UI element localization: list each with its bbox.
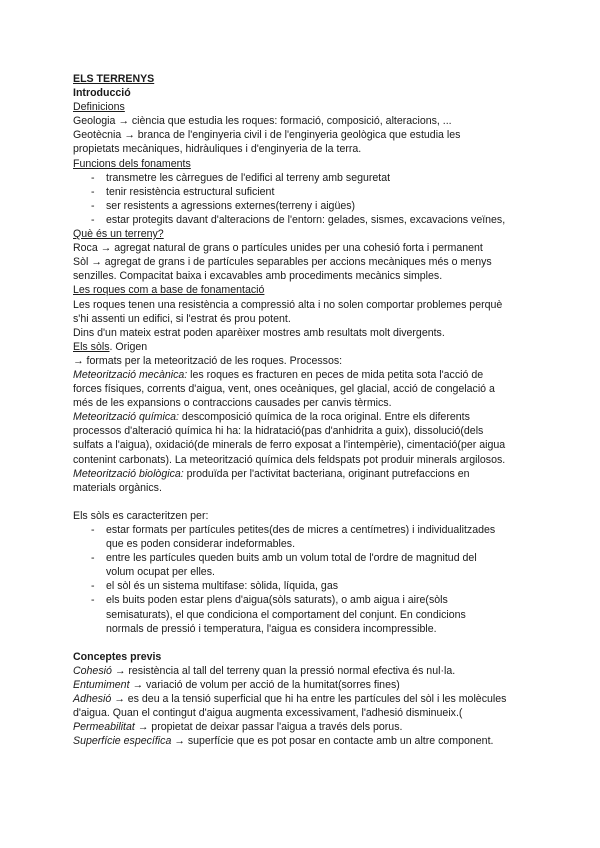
biological-line [73,467,543,481]
list-item-continuation: semisaturats), el que condiciona el comportament del conjunt. En condicions [106,608,466,621]
concept-term: Superfície específica [73,735,172,748]
document-title: ELS TERRENYS [73,73,155,85]
list-item: - els buits poden estar plens d'aigua(sòls saturats), o amb aigua i aire(sòls [73,593,543,607]
characteristics-intro: Els sòls es caracteritzen per: [73,509,209,522]
list-item: - tenir resistència estructural suficient [73,185,543,199]
terrain-heading: Què és un terreny? [73,228,164,241]
list-item-continuation: normals de pressió i temperatura, l'aigua es considera incompressible. [106,622,437,635]
soils-heading-line [73,340,543,354]
rocks-line: s'hi assenti un edifici, si l'estrat és prou potent. [73,312,291,325]
concept-line [73,664,543,678]
soils-line: → formats per la meteorització de les roques. Processos: [73,354,343,367]
concept-line [73,692,543,706]
spacer [73,495,543,509]
chemical-text: descomposició química de la roca original. Entre els diferents [178,411,470,424]
definition-line: Geologia → ciència que estudia les roques: formació, composició, alteracions, ... [73,115,452,128]
concept-text: → superfície que es pot posar en contacte amb un altre component. [171,735,494,748]
definition-line: propietats mecàniques, hidràuliques i d'enginyeria de la terra. [73,143,362,156]
list-item: - transmetre les càrregues de l'edifici al terreny amb seguretat [73,171,543,185]
terrain-line: senzilles. Compacitat baixa i excavables amb procediments mecànics simples. [73,270,443,283]
mechanical-term: Meteorització mecànica: [73,368,188,381]
biological-line: materials orgànics. [73,481,162,494]
mechanical-line [73,368,543,382]
definitions-heading: Definicions [73,101,125,114]
concept-text: → es deu a la tensió superficial que hi ha entre les partícules del sòl i les molècules [111,693,507,706]
chemical-line [73,410,543,424]
chemical-line: processos d'alteració química hi ha: la hidratació(pas d'anhidrita a guix), dissolució(dels [73,425,484,438]
terrain-line: Sòl → agregat de grans i de partícules separables per accions mecàniques més o menys [73,256,492,269]
rocks-line: Dins d'un mateix estrat poden aparèixer mostres amb resultats molt divergents. [73,326,445,339]
concepts-heading: Conceptes previs [73,650,162,663]
concept-text: → propietat de deixar passar l'aigua a través dels porus. [134,721,403,734]
list-item: - estar formats per partícules petites(des de micres a centímetres) i individualitzades [73,523,543,537]
characteristics-list [73,523,543,636]
definition-line: Geotècnia → branca de l'enginyeria civil i de l'enginyeria geològica que estudia les [73,129,461,142]
biological-term: Meteorització biològica: [73,467,184,480]
soils-heading: Els sòls [73,340,110,353]
list-item: - ser resistents a agressions externes(terreny i aigües) [73,199,543,213]
document-page [73,72,543,749]
concept-line [73,678,543,692]
rocks-line: Les roques tenen una resistència a compressió alta i no solen comportar problemes perquè [73,298,503,311]
spacer [73,636,543,650]
intro-heading: Introducció [73,87,131,100]
list-item: - el sòl és un sistema multifase: sòlida, líquida, gas [73,579,543,593]
soils-heading-suffix: . Origen [109,340,148,353]
concept-line [73,734,543,748]
list-item: - estar protegits davant d'alteracions de l'entorn: gelades, sismes, excavacions veïnes, [73,213,543,227]
list-item-continuation: que es poden considerar indeformables. [106,538,296,551]
mechanical-text: les roques es fracturen en peces de mida petita sota l'acció de [187,368,484,381]
mechanical-line: més de les expansions o contraccions causades per canvis tèrmics. [73,397,392,410]
concept-text: → variació de volum per acció de la humitat(sorres fines) [129,679,400,692]
chemical-line: sulfats a l'aigua), oxidació(de minerals de ferro exposat a l'intempèrie), cimentació(per aigua [73,439,506,452]
concept-term: Cohesió [73,664,112,677]
concept-line: d'aigua. Quan el contingut d'aigua augmenta excessivament, l'adhesió disminueix.( [73,707,463,720]
foundations-list [73,171,543,227]
concept-line [73,720,543,734]
chemical-line: contenint carbonats). La meteorització química dels feldspats pot produir minerals argilosos. [73,453,506,466]
concept-term: Entumiment [73,679,130,692]
rocks-heading: Les roques com a base de fonamentació [73,284,265,297]
foundations-heading: Funcions dels fonaments [73,157,191,170]
chemical-term: Meteorització química: [73,411,179,424]
terrain-line: Roca → agregat natural de grans o partícules unides per una cohesió forta i permanent [73,242,483,255]
mechanical-line: forces físiques, corrents d'aigua, vent, ones oceàniques, gel glacial, acció de congelació a [73,383,495,396]
list-item-continuation: volum ocupat per elles. [106,566,215,579]
list-item: - entre les partícules queden buits amb un volum total de l'ordre de magnitud del [73,551,543,565]
concept-term: Permeabilitat [73,721,135,734]
concept-term: Adhesió [73,693,112,706]
concept-text: → resistència al tall del terreny quan la pressió normal efectiva és nul·la. [111,664,456,677]
biological-text: produïda per l'activitat bacteriana, originant putrefaccions en [183,467,470,480]
